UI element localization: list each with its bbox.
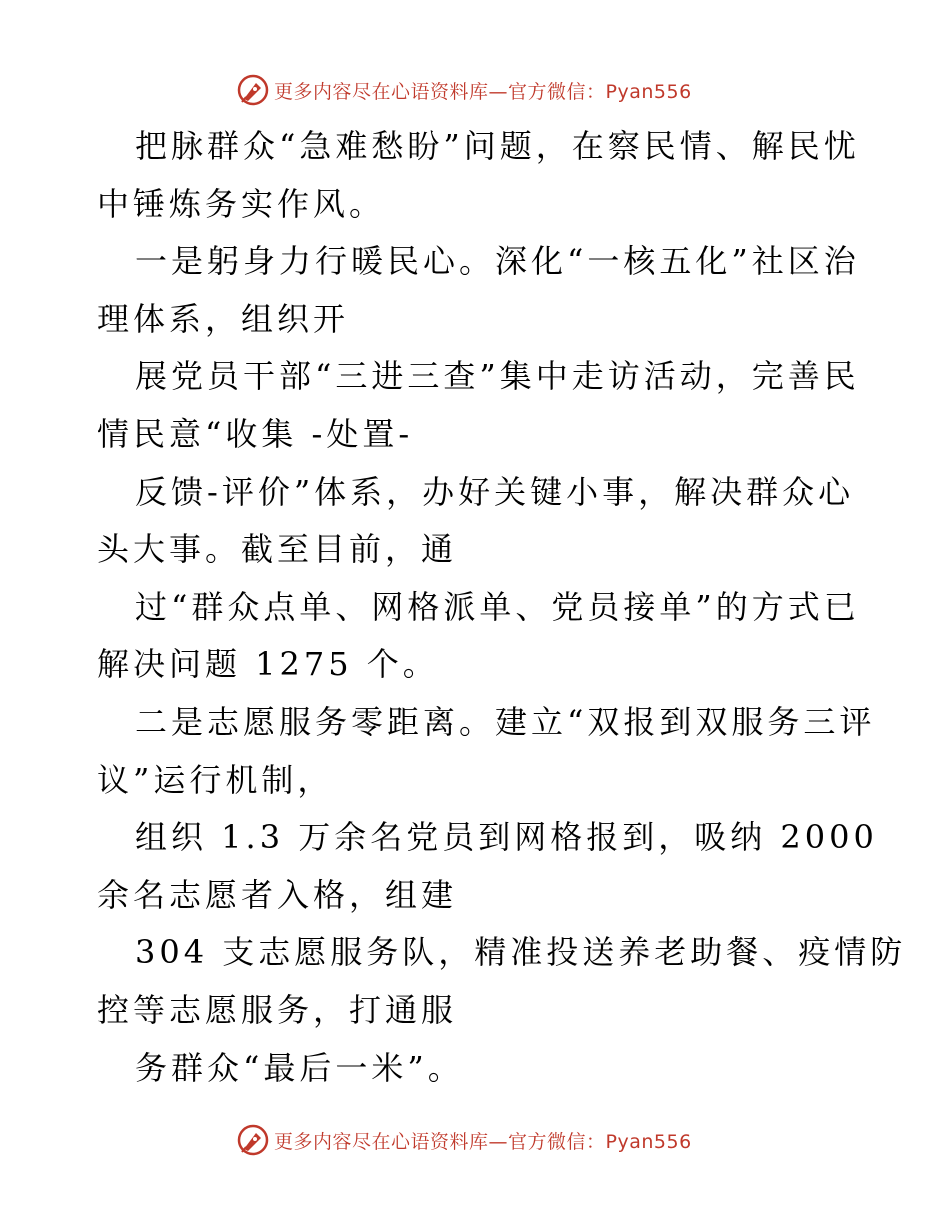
text-line: 展党员干部“三进三查”集中走访活动，完善民 bbox=[135, 357, 860, 396]
text-line: 反馈-评价”体系，办好关键小事，解决群众心 bbox=[135, 472, 855, 511]
text-line: 控等志愿服务，打通服 bbox=[97, 990, 458, 1029]
text-line: 二是志愿服务零距离。建立“双报到双服务三评 bbox=[135, 702, 876, 741]
header-banner bbox=[236, 72, 692, 108]
text-line: 务群众“最后一米”。 bbox=[135, 1048, 464, 1087]
text-line: 议”运行机制， bbox=[97, 760, 334, 799]
pen-nib-circle-icon bbox=[236, 73, 270, 107]
text-line: 余名志愿者入格，组建 bbox=[97, 875, 458, 914]
document-body bbox=[97, 118, 907, 1097]
text-line: 组织 1.3 万余名党员到网格报到，吸纳 2000 bbox=[135, 818, 878, 857]
text-line: 解决问题 1275 个。 bbox=[97, 645, 439, 684]
text-line: 304 支志愿服务队，精准投送养老助餐、疫情防 bbox=[135, 933, 907, 972]
text-line: 一是躬身力行暖民心。深化“一核五化”社区治 bbox=[135, 242, 860, 281]
banner-text: 更多内容尽在心语资料库—官方微信：Pyan556 bbox=[274, 1130, 692, 1153]
text-line: 过“群众点单、网格派单、党员接单”的方式已 bbox=[135, 587, 860, 626]
text-line: 把脉群众“急难愁盼”问题，在察民情、解民忧 bbox=[135, 127, 860, 165]
text-line: 头大事。截至目前，通 bbox=[97, 530, 458, 569]
banner-text: 更多内容尽在心语资料库—官方微信：Pyan556 bbox=[274, 80, 692, 103]
text-line: 理体系，组织开 bbox=[97, 299, 350, 338]
pen-nib-circle-icon bbox=[236, 1123, 270, 1157]
text-line: 情民意“收集 -处置- bbox=[97, 414, 414, 453]
footer-banner bbox=[236, 1122, 692, 1158]
text-line: 中锤炼务实作风。 bbox=[97, 184, 386, 223]
